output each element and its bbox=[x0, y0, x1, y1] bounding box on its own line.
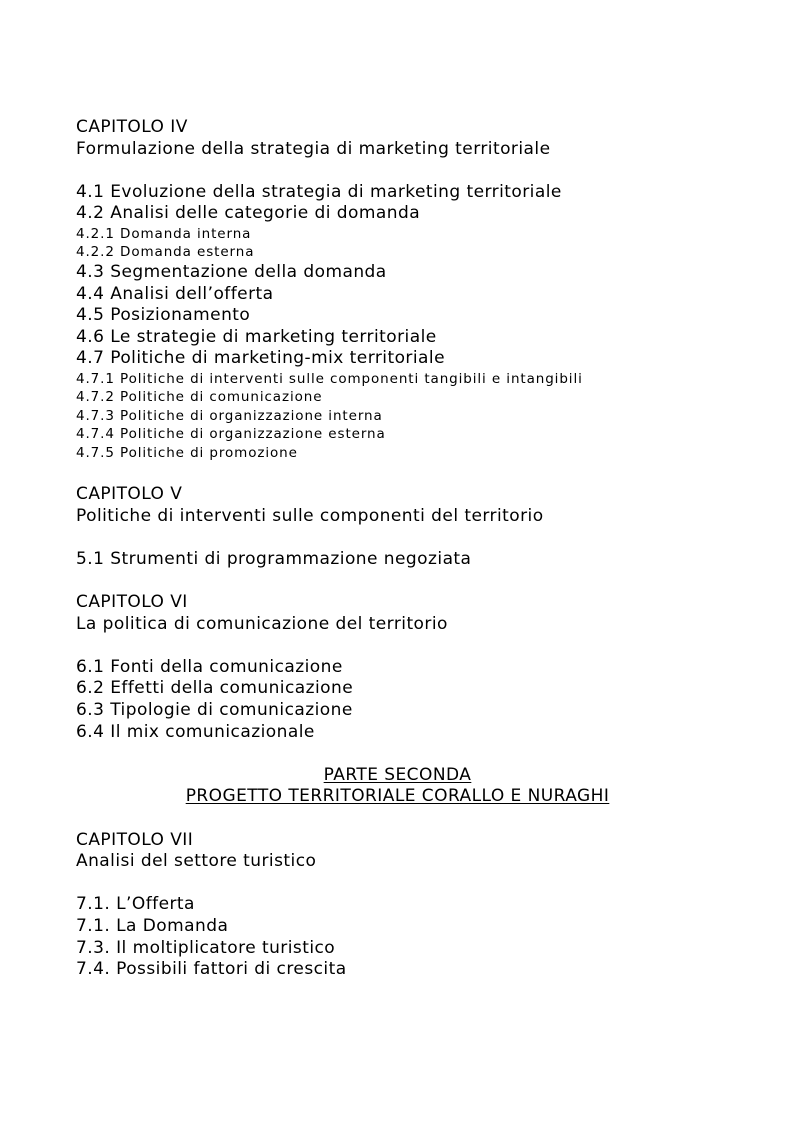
part-title: PARTE SECONDA bbox=[323, 764, 472, 785]
chapter-4-section bbox=[76, 117, 716, 462]
toc-entry: 4.5 Posizionamento bbox=[76, 305, 251, 326]
chapter-subtitle: La politica di comunicazione del territorio bbox=[76, 613, 448, 634]
toc-entry: 4.3 Segmentazione della domanda bbox=[76, 261, 387, 282]
toc-entry: 4.4 Analisi dell’offerta bbox=[76, 283, 274, 304]
chapter-title: CAPITOLO VII bbox=[76, 829, 194, 850]
chapter-subtitle: Politiche di interventi sulle componenti del territorio bbox=[76, 505, 544, 526]
chapter-subtitle: Analisi del settore turistico bbox=[76, 851, 317, 872]
chapter-6-section bbox=[76, 592, 716, 743]
toc-entry: 4.7 Politiche di marketing-mix territoriale bbox=[76, 348, 445, 369]
toc-entry: 7.3. Il moltiplicatore turistico bbox=[76, 937, 336, 958]
chapter-subtitle: Formulazione della strategia di marketing territoriale bbox=[76, 138, 551, 159]
toc-entry: 6.4 Il mix comunicazionale bbox=[76, 721, 315, 742]
toc-subentry: 4.7.1 Politiche di interventi sulle componenti tangibili e intangibili bbox=[76, 370, 583, 387]
toc-entry: 6.2 Effetti della comunicazione bbox=[76, 678, 354, 699]
toc-entry: 4.6 Le strategie di marketing territoriale bbox=[76, 326, 437, 347]
toc-entry: 4.1 Evoluzione della strategia di marketing territoriale bbox=[76, 181, 562, 202]
toc-entry: 7.1. L’Offerta bbox=[76, 894, 195, 915]
toc-entry: 7.1. La Domanda bbox=[76, 915, 229, 936]
toc-entry: 6.1 Fonti della comunicazione bbox=[76, 656, 343, 677]
chapter-title: CAPITOLO V bbox=[76, 484, 183, 505]
toc-subentry: 4.7.5 Politiche di promozione bbox=[76, 444, 298, 461]
chapter-5-section bbox=[76, 484, 716, 570]
toc-subentry: 4.7.4 Politiche di organizzazione esterna bbox=[76, 426, 386, 443]
toc-entry: 6.3 Tipologie di comunicazione bbox=[76, 699, 353, 720]
part-2-heading bbox=[76, 765, 716, 808]
chapter-7-section bbox=[76, 830, 716, 981]
toc-subentry: 4.7.3 Politiche di organizzazione interna bbox=[76, 407, 383, 424]
part-subtitle: PROGETTO TERRITORIALE CORALLO E NURAGHI bbox=[185, 786, 610, 807]
chapter-title: CAPITOLO VI bbox=[76, 592, 188, 612]
toc-subentry: 4.2.1 Domanda interna bbox=[76, 225, 252, 242]
toc-subentry: 4.2.2 Domanda esterna bbox=[76, 244, 255, 261]
toc-entry: 5.1 Strumenti di programmazione negoziata bbox=[76, 548, 472, 569]
toc-entry: 7.4. Possibili fattori di crescita bbox=[76, 959, 347, 980]
table-of-contents bbox=[76, 117, 716, 981]
toc-entry: 4.2 Analisi delle categorie di domanda bbox=[76, 203, 421, 224]
chapter-title: CAPITOLO IV bbox=[76, 117, 188, 137]
toc-subentry: 4.7.2 Politiche di comunicazione bbox=[76, 389, 323, 406]
